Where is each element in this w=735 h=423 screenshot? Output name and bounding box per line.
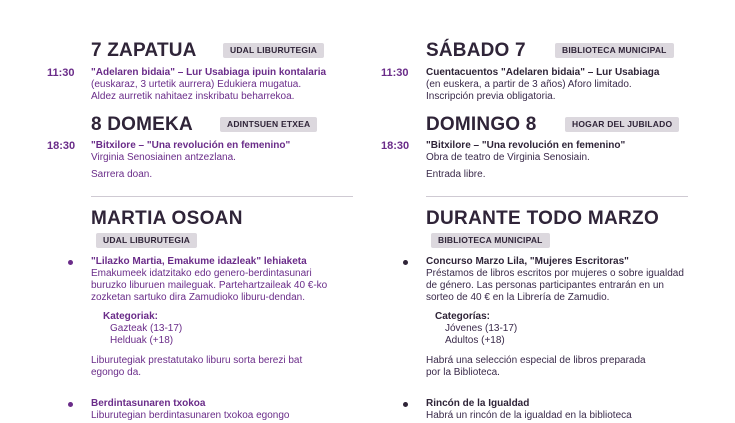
- bullet-icon: [403, 402, 408, 407]
- event-note: por la Biblioteca.: [426, 367, 500, 378]
- event-title: "Adelaren bidaia" – Lur Usabiaga ipuin kontalaria: [91, 67, 327, 78]
- event-title: Rincón de la Igualdad: [426, 398, 530, 409]
- day-heading-sunday-eu: 8 DOMEKA: [91, 114, 193, 135]
- category-item: Gazteak (13-17): [110, 323, 183, 334]
- event-time: 11:30: [47, 67, 75, 79]
- category-item: Adultos (+18): [445, 335, 505, 346]
- event-description: Inscripción previa obligatoria.: [426, 91, 556, 102]
- event-title: "Bitxilore – "Una revolución en femenino": [426, 140, 626, 151]
- day-heading-saturday-es: SÁBADO 7: [426, 40, 526, 61]
- event-note: egongo da.: [91, 367, 142, 378]
- venue-tag: ADINTSUEN ETXEA: [220, 117, 317, 132]
- event-time: 11:30: [381, 67, 409, 79]
- event-title: "Bitxilore – "Una revolución en femenino": [91, 140, 291, 151]
- categories-label: Kategoriak:: [103, 311, 159, 322]
- bullet-icon: [68, 260, 73, 265]
- event-time: 18:30: [47, 140, 76, 152]
- event-description: de género. Las personas participantes entrarán en un: [426, 280, 664, 291]
- section-divider: [91, 196, 353, 197]
- event-note: Entrada libre.: [426, 169, 486, 180]
- event-note: Sarrera doan.: [91, 169, 153, 180]
- event-description: Préstamos de libros escritos por mujeres o sobre igualdad: [426, 268, 684, 279]
- event-note: Habrá una selección especial de libros preparada: [426, 355, 646, 366]
- category-item: Jóvenes (13-17): [445, 323, 518, 334]
- bullet-icon: [68, 402, 73, 407]
- section-heading-month-es: DURANTE TODO MARZO: [426, 208, 660, 229]
- venue-tag: BIBLIOTECA MUNICIPAL: [555, 43, 674, 58]
- event-description: sorteo de 40 € en la Librería de Zamudio.: [426, 292, 610, 303]
- category-item: Helduak (+18): [110, 335, 174, 346]
- section-divider: [426, 196, 688, 197]
- event-description: zozketan sartuko dira Zamudioko liburu-dendan.: [91, 292, 306, 303]
- event-description: Liburutegian berdintasunaren txokoa egongo: [91, 410, 290, 421]
- venue-tag: BIBLIOTECA MUNICIPAL: [431, 233, 550, 248]
- event-title: Cuentacuentos "Adelaren bidaia" – Lur Usabiaga: [426, 67, 660, 78]
- event-description: Emakumeek idatzitako edo genero-berdintasunari: [91, 268, 312, 279]
- event-title: Berdintasunaren txokoa: [91, 398, 206, 409]
- day-heading-sunday-es: DOMINGO 8: [426, 114, 537, 135]
- venue-tag: UDAL LIBURUTEGIA: [223, 43, 324, 58]
- event-description: Habrá un rincón de la igualdad en la biblioteca: [426, 410, 632, 421]
- bullet-icon: [403, 260, 408, 265]
- event-description: buruzko liburuen maileguak. Partehartzaileak 40 €-ko: [91, 280, 328, 291]
- event-title: Concurso Marzo Lila, "Mujeres Escritoras": [426, 256, 629, 267]
- event-time: 18:30: [381, 140, 410, 152]
- day-heading-saturday-eu: 7 ZAPATUA: [91, 40, 197, 61]
- event-title: "Lilazko Martia, Emakume idazleak" lehiaketa: [91, 256, 307, 267]
- event-description: Virginia Senosiainen antzezlana.: [91, 152, 236, 163]
- event-description: (euskaraz, 3 urtetik aurrera) Edukiera mugatua.: [91, 79, 302, 90]
- event-description: Obra de teatro de Virginia Senosiain.: [426, 152, 590, 163]
- event-description: Aldez aurretik nahitaez inskribatu beharrekoa.: [91, 91, 295, 102]
- venue-tag: UDAL LIBURUTEGIA: [96, 233, 197, 248]
- event-description: (en euskera, a partir de 3 años) Aforo limitado.: [426, 79, 632, 90]
- categories-label: Categorías:: [435, 311, 491, 322]
- event-note: Liburutegiak prestatutako liburu sorta berezi bat: [91, 355, 303, 366]
- venue-tag: HOGAR DEL JUBILADO: [565, 117, 679, 132]
- section-heading-month-eu: MARTIA OSOAN: [91, 208, 243, 229]
